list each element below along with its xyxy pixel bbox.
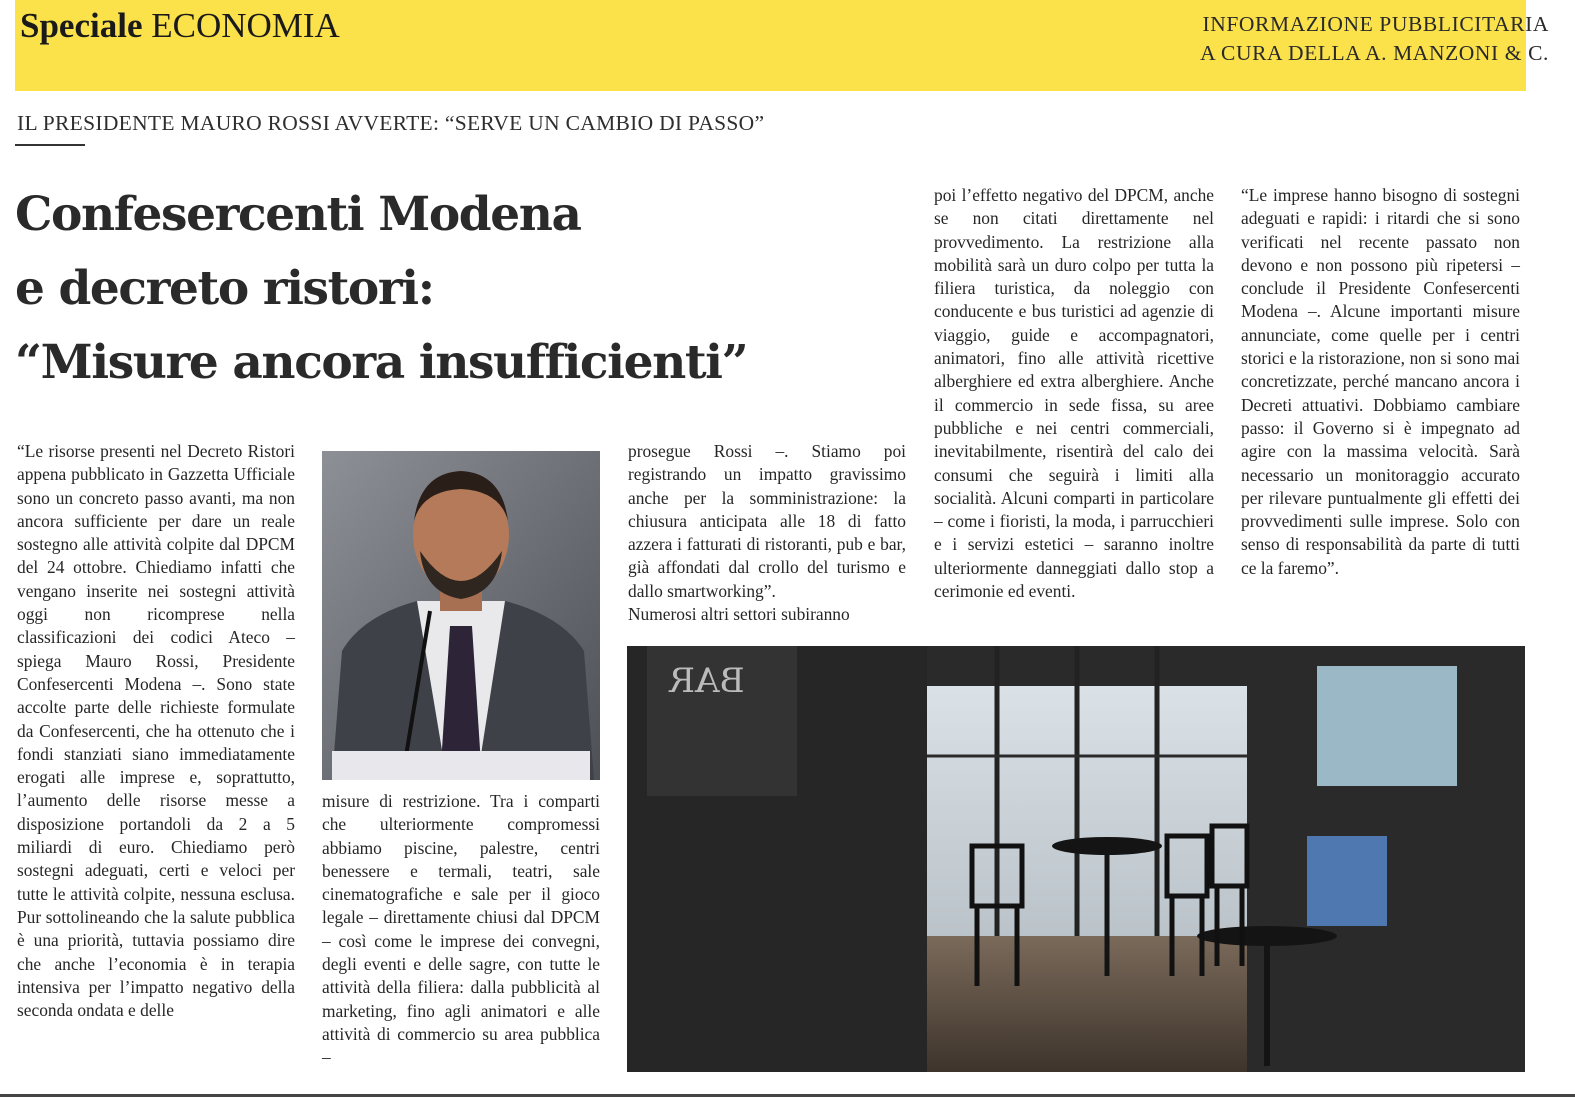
article-column-5: [1241, 184, 1520, 580]
section-title: [20, 6, 340, 46]
section-title-bold: Speciale: [20, 6, 143, 45]
column-3-paragraph-1: prosegue Rossi –. Stiamo poi registrando un impatto gravissimo anche per la somministrazione: la chiusura anticipata alle 18 di fatto azzera i fatturati di ristoranti, pub e bar, già affondati dal crollo del turismo e dallo smartworking”.: [628, 441, 906, 601]
article-headline: [15, 178, 915, 400]
column-2-text: misure di restrizione. Tra i comparti che ulteriormente compromessi abbiamo piscine, palestre, centri benessere e termali, teatri, sale cinematografiche e sale per il gioco legale – direttamente chiusi dal DPCM – così come le imprese dei convegni, degli eventi e delle sagre, con tutte le attività della filiera: dalla pubblicità al marketing, fino agli animatori e alle attività di commercio su area pubblica –: [322, 791, 600, 1068]
advertising-notice-line2: A CURA DELLA A. MANZONI & C.: [1200, 41, 1549, 65]
svg-text:BAR: BAR: [669, 661, 745, 701]
column-5-text: “Le imprese hanno bisogno di sostegni adeguati e rapidi: i ritardi che si sono verificati nel recente passato non devono e non possono più ripetersi – conclude il Presidente Confesercenti Modena –. Alcune importanti misure annunciate, come quelle per i centri storici e la ristorazione, non si sono mai concretizzate, perché mancano ancora i Decreti attuativi. Dobbiamo cambiare passo: il Governo si è impegnato ad agire con la massima velocità. Sarà necessario un monitoraggio accurato per rilevare puntualmente gli effetti dei provvedimenti sulle imprese. Solo con senso di responsabilità da parte di tutti ce la faremo”.: [1241, 185, 1520, 578]
headline-line-1: Confesercenti Modena: [15, 187, 581, 242]
column-1-text: “Le risorse presenti nel Decreto Ristori appena pubblicato in Gazzetta Ufficiale sono un concreto passo avanti, ma non ancora sufficiente per dare un reale sostegno alle attività colpite dal DPCM del 24 ottobre. Chiediamo infatti che vengano inserite nei sostegni attività oggi non ricomprese nella classificazioni dei codici Ateco – spiega Mauro Rossi, Presidente Confesercenti Modena –. Sono state accolte parte delle richieste formulate da Confesercenti, che ha ottenuto che i fondi stanziati siano immediatamente erogati alle imprese e, soprattutto, l’aumento delle risorse messe a disposizione portandoli da 2 a 5 miliardi di euro. Chiediamo però sostegni adeguati, certi e veloci per tutte le attività colpite, nessuna esclusa. Pur sottolineando che la salute pubblica è una priorità, tuttavia possiamo dire che anche l’economia è in terapia intensiva per l’impatto negativo della seconda ondata e delle: [17, 441, 295, 1021]
president-portrait-photo: [322, 451, 600, 780]
article-column-3: [628, 440, 906, 626]
column-4-text: poi l’effetto negativo del DPCM, anche se non citati direttamente nel provvedimento. La restrizione alla mobilità sarà un duro colpo per tutta la filiera turistica, da noleggio con conducente e bus turistici ad agenzie di viaggio, guide e accompagnatori, animatori, fino alle attività ricettive alberghiere ed extra alberghiere. Anche il commercio in sede fissa, su aree pubbliche e nei centri commerciali, inevitabilmente, risentirà del calo dei consumi che seguirà i limiti alla socialità. Alcuni comparti in particolare – come i fioristi, la moda, i parrucchieri e i servizi estetici – saranno inoltre ulteriormente danneggiati dallo stop a cerimonie ed eventi.: [934, 185, 1214, 602]
headline-line-3: “Misure ancora insufficienti”: [15, 335, 748, 390]
column-3-paragraph-2: Numerosi altri settori subiranno: [628, 604, 850, 625]
section-title-rest: ECONOMIA: [151, 6, 340, 45]
advertising-notice-line1: INFORMAZIONE PUBBLICITARIA: [1202, 12, 1549, 36]
kicker-rule: [15, 144, 85, 146]
cafe-interior-photo: [627, 646, 1525, 1072]
advertising-notice: [1200, 10, 1549, 68]
bottom-rule: [0, 1094, 1575, 1097]
headline-line-2: e decreto ristori:: [15, 261, 434, 316]
article-column-1: [17, 440, 295, 1022]
article-kicker: IL PRESIDENTE MAURO ROSSI AVVERTE: “SERVE UN CAMBIO DI PASSO”: [17, 111, 765, 135]
cafe-sign-text: [668, 661, 745, 701]
article-column-4: [934, 184, 1214, 603]
article-column-2: [322, 790, 600, 1070]
